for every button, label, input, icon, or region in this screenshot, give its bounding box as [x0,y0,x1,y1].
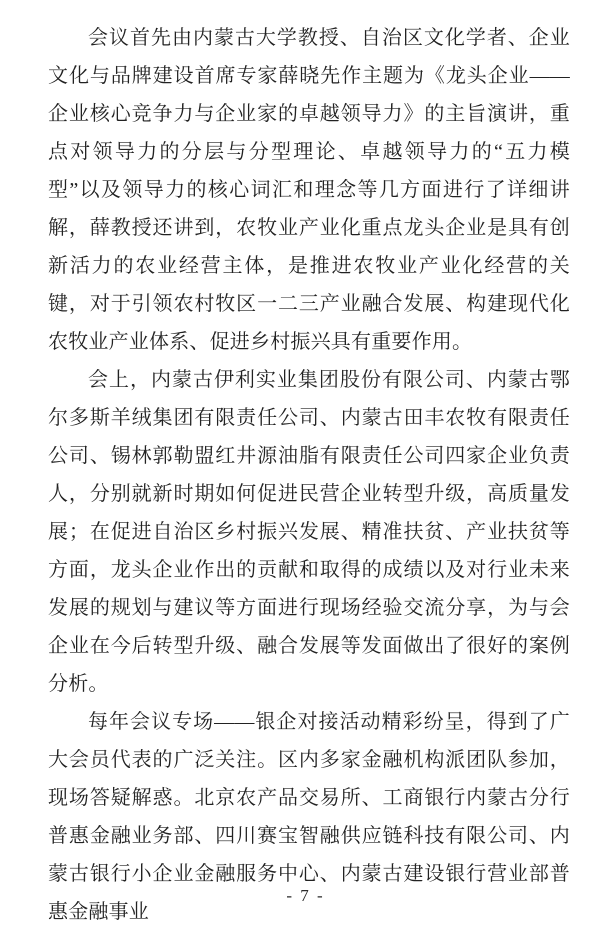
paragraph-2: 会上，内蒙古伊利实业集团股份有限公司、内蒙古鄂尔多斯羊绒集团有限责任公司、内蒙古田丰农牧有限责任公司、锡林郭勒盟红井源油脂有限责任公司四家企业负责人，分别就新时期如何促进民营企业转型升级，高质量发展；在促进自治区乡村振兴发展、精准扶贫、产业扶贫等方面，龙头企业作出的贡献和取得的成绩以及对行业未来发展的规划与建议等方面进行现场经验交流分享，为与会企业在今后转型升级、融合发展等发面做出了很好的案例分析。 [48,369,570,695]
paragraph-3: 每年会议专场——银企对接活动精彩纷呈，得到了广大会员代表的广泛关注。区内多家金融机构派团队参加，现场答疑解惑。北京农产品交易所、工商银行内蒙古分行普惠金融业务部、四川赛宝智融供应链科技有限公司、内蒙古银行小企业金融服务中心、内蒙古建设银行营业部普惠金融事业 [48,711,570,923]
paragraph-1: 会议首先由内蒙古大学教授、自治区文化学者、企业文化与品牌建设首席专家薛晓先作主题为《龙头企业——企业核心竞争力与企业家的卓越领导力》的主旨演讲，重点对领导力的分层与分型理论、卓越领导力的“五力模型”以及领导力的核心词汇和理念等几方面进行了详细讲解，薛教授还讲到，农牧业产业化重点龙头企业是具有创新活力的农业经营主体，是推进农牧业产业化经营的关键，对于引领农村牧区一二三产业融合发展、构建现代化农牧业产业体系、促进乡村振兴具有重要作用。 [48,27,570,353]
page-number: - 7 - [286,886,325,905]
body-text [48,19,570,931]
